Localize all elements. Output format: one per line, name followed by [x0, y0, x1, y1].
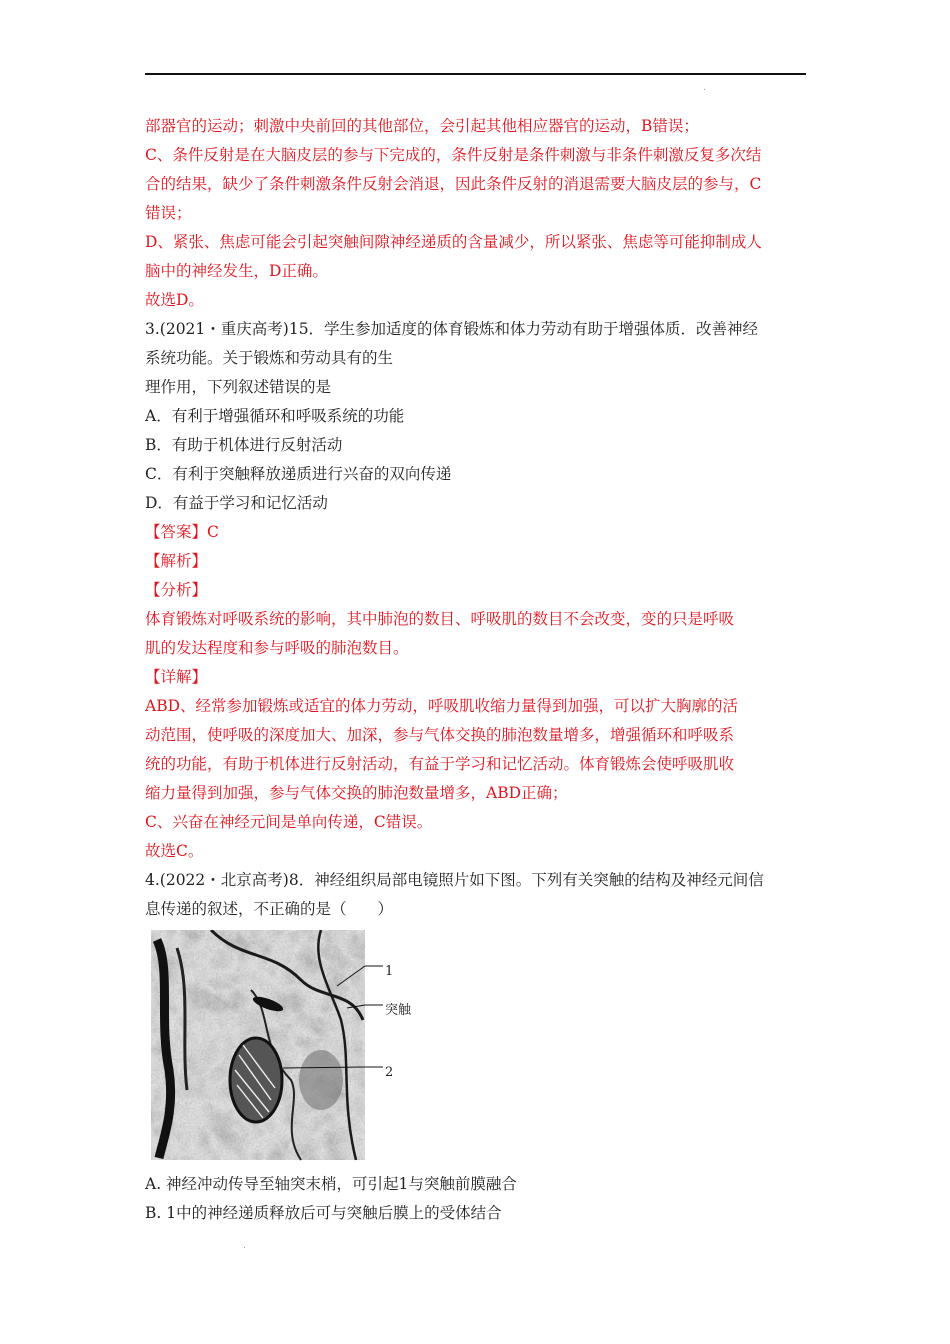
text-line: 体育锻炼对呼吸系统的影响，其中肺泡的数目、呼吸肌的数目不会改变，变的只是呼吸 [145, 610, 735, 628]
header-dot: . [703, 83, 706, 93]
text-line: 4.(2022・北京高考)8．神经组织局部电镜照片如下图。下列有关突触的结构及神经元间信 [145, 871, 764, 889]
text-line: 合的结果，缺少了条件刺激条件反射会消退，因此条件反射的消退需要大脑皮层的参与，C [145, 175, 762, 193]
text-line: D．有益于学习和记忆活动 [145, 494, 328, 512]
text-line: 【答案】C [145, 523, 219, 541]
text-line: 缩力量得到加强，参与气体交换的肺泡数量增多，ABD正确； [145, 784, 568, 802]
text-line: 3.(2021・重庆高考)15．学生参加适度的体育锻炼和体力劳动有助于增强体质．改善神经 [145, 320, 759, 338]
text-line: A．有利于增强循环和呼吸系统的功能 [145, 407, 405, 425]
text-line: 错误； [145, 204, 192, 222]
document-body [145, 112, 810, 1228]
text-line: C、兴奋在神经元间是单向传递，C错误。 [145, 813, 433, 831]
text-line: 【解析】 [145, 552, 208, 570]
electron-micrograph-image [151, 930, 451, 1162]
text-line: 系统功能。关于锻炼和劳动具有的生 [145, 349, 394, 367]
electron-micrograph-figure [151, 930, 451, 1162]
text-line: 部器官的运动；刺激中央前回的其他部位，会引起其他相应器官的运动，B错误； [145, 117, 699, 135]
text-line: D、紧张、焦虑可能会引起突触间隙神经递质的含量减少，所以紧张、焦虑等可能抑制成人 [145, 233, 762, 251]
text-line: 肌的发达程度和参与呼吸的肺泡数目。 [145, 639, 409, 657]
text-line: 理作用，下列叙述错误的是 [145, 378, 332, 396]
header-rule [145, 73, 806, 75]
text-line: A. 神经冲动传导至轴突末梢，可引起1与突触前膜融合 [145, 1175, 517, 1193]
text-line: 脑中的神经发生，D正确。 [145, 262, 328, 280]
text-line: C、条件反射是在大脑皮层的参与下完成的，条件反射是条件刺激与非条件刺激反复多次结 [145, 146, 762, 164]
text-line: 【分析】 [145, 581, 208, 599]
text-line: 【详解】 [145, 668, 208, 686]
text-line: C．有利于突触释放递质进行兴奋的双向传递 [145, 465, 452, 483]
text-block-after-figure [145, 1170, 810, 1228]
footer-dot: . [243, 1241, 246, 1251]
text-block-before-figure [145, 112, 810, 924]
figure-label-synapse: 突触 [385, 1003, 412, 1018]
text-line: 统的功能，有助于机体进行反射活动，有益于学习和记忆活动。体育锻炼会使呼吸肌收 [145, 755, 735, 773]
figure-label-1: 1 [385, 964, 394, 979]
figure-label-2: 2 [385, 1065, 394, 1080]
text-line: 动范围，使呼吸的深度加大、加深，参与气体交换的肺泡数量增多，增强循环和呼吸系 [145, 726, 735, 744]
text-line: ABD、经常参加锻炼或适宜的体力劳动，呼吸肌收缩力量得到加强，可以扩大胸廓的活 [145, 697, 739, 715]
text-line: 故选D。 [145, 291, 204, 309]
text-line: B．有助于机体进行反射活动 [145, 436, 343, 454]
text-line: 息传递的叙述，不正确的是（ ） [145, 900, 394, 918]
text-line: 故选C。 [145, 842, 204, 860]
text-line: B. 1中的神经递质释放后可与突触后膜上的受体结合 [145, 1204, 502, 1222]
